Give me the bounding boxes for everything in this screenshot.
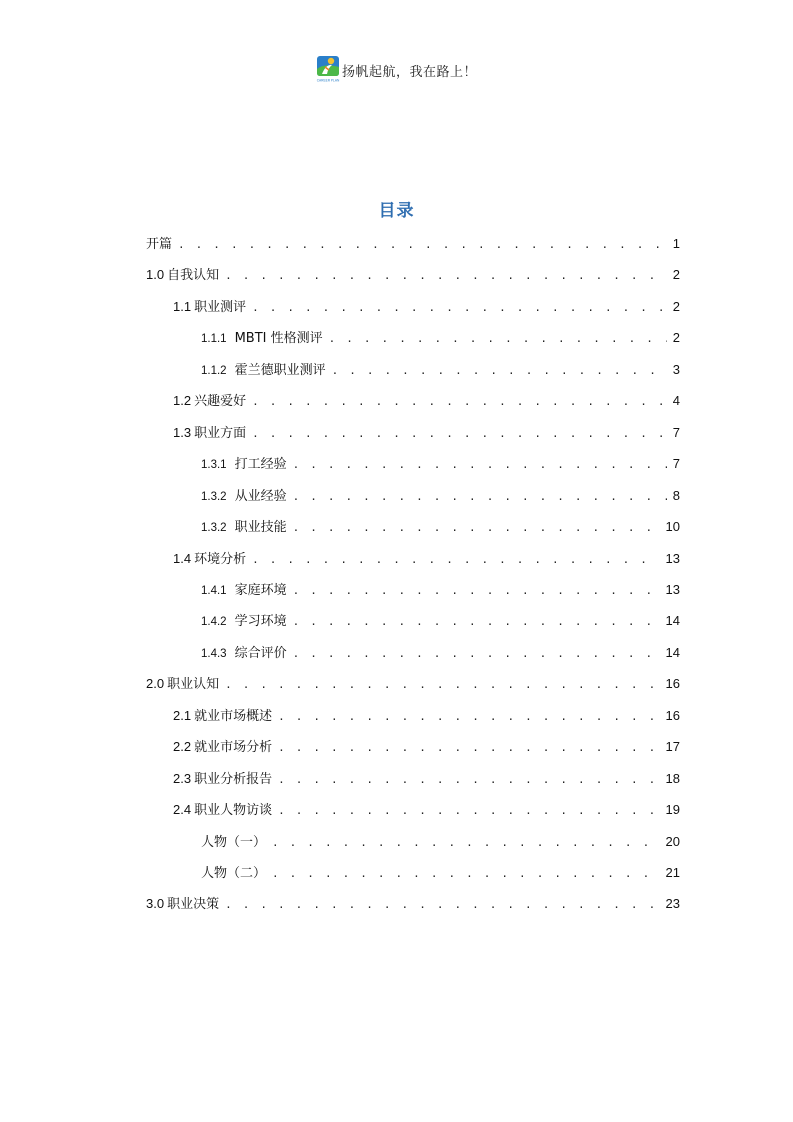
toc-entry-label: 人物（一） bbox=[201, 834, 267, 850]
toc-entry-number: 1.1 bbox=[173, 298, 192, 314]
toc-entry-page-number: 1 bbox=[672, 236, 680, 251]
toc-dot-leader bbox=[329, 328, 667, 350]
toc-dot-leader bbox=[252, 423, 667, 445]
toc-entry[interactable] bbox=[173, 422, 680, 444]
toc-entry-number: 1.3.2 bbox=[201, 522, 227, 535]
toc-entry-number: 1.4.1 bbox=[201, 584, 227, 597]
toc-entry[interactable] bbox=[201, 642, 680, 664]
toc-entry-page-number: 16 bbox=[665, 676, 680, 692]
toc-dot-leader bbox=[272, 863, 660, 885]
toc-entry-label: 自我认知 bbox=[167, 268, 220, 284]
toc-entry-number: 2.0 bbox=[146, 676, 165, 692]
toc-dot-leader bbox=[293, 486, 667, 508]
toc-entry[interactable] bbox=[201, 359, 680, 381]
toc-dot-leader bbox=[293, 517, 660, 539]
toc-entry[interactable] bbox=[173, 705, 680, 727]
toc-entry-page-number: 3 bbox=[672, 361, 680, 377]
toc-entry[interactable] bbox=[201, 831, 680, 853]
toc-entry-number: 1.4.2 bbox=[201, 616, 227, 629]
toc-entry-number: 2.3 bbox=[173, 770, 192, 786]
toc-dot-leader bbox=[178, 234, 667, 256]
toc-entry-page-number: 7 bbox=[672, 424, 680, 440]
toc-entry-page-number: 10 bbox=[665, 519, 680, 535]
toc-entry[interactable] bbox=[201, 485, 680, 507]
toc-title: 目录 bbox=[378, 201, 415, 221]
toc-entry-number: 1.2 bbox=[173, 393, 192, 409]
toc-dot-leader bbox=[278, 737, 659, 759]
toc-dot-leader bbox=[278, 800, 659, 822]
toc-entry[interactable] bbox=[146, 893, 680, 915]
toc-entry-label: 开篇 bbox=[146, 237, 173, 252]
toc-entry-label: 职业分析报告 bbox=[194, 771, 273, 787]
toc-entry-label: 综合评价 bbox=[234, 645, 287, 661]
toc-entry[interactable] bbox=[173, 799, 680, 821]
toc-entry[interactable] bbox=[173, 296, 680, 318]
toc-entry-label: 人物（二） bbox=[201, 866, 267, 881]
toc-entry-number: 2.4 bbox=[173, 802, 192, 818]
toc-dot-leader bbox=[272, 832, 660, 854]
toc-dot-leader bbox=[225, 265, 667, 287]
toc-entry[interactable] bbox=[173, 390, 680, 412]
toc-entry-label: 霍兰德职业测评 bbox=[234, 362, 326, 378]
toc-entry-page-number: 14 bbox=[665, 613, 680, 629]
toc-entry-page-number: 20 bbox=[665, 833, 680, 849]
toc-entry[interactable] bbox=[201, 327, 680, 349]
toc-entry[interactable] bbox=[201, 516, 680, 538]
toc-entry-label: 从业经验 bbox=[234, 488, 287, 504]
toc-entry-label: 职业技能 bbox=[234, 520, 287, 536]
toc-entry[interactable] bbox=[146, 673, 680, 695]
toc-entry-number: 2.1 bbox=[173, 707, 192, 723]
toc-dot-leader bbox=[252, 549, 659, 571]
career-plan-logo bbox=[316, 55, 340, 83]
toc-dot-leader bbox=[293, 643, 660, 665]
toc-dot-leader bbox=[293, 454, 667, 476]
toc-entry[interactable] bbox=[146, 264, 680, 286]
toc-entry-page-number: 7 bbox=[672, 456, 680, 472]
toc-dot-leader bbox=[278, 769, 659, 791]
toc-entry-label: 职业认知 bbox=[167, 677, 220, 693]
toc-entry[interactable] bbox=[201, 579, 680, 601]
toc-entry-number: 1.3 bbox=[173, 424, 192, 440]
svg-text:CAREER PLAN: CAREER PLAN bbox=[316, 78, 340, 83]
toc-entry-page-number: 18 bbox=[665, 770, 680, 786]
toc-entry-label: 就业市场分析 bbox=[194, 740, 273, 756]
toc-entry-page-number: 17 bbox=[665, 739, 680, 755]
toc-entry[interactable] bbox=[173, 548, 680, 570]
toc-dot-leader bbox=[332, 360, 667, 382]
toc-entry-label: 学习环境 bbox=[234, 614, 287, 630]
toc-dot-leader bbox=[278, 706, 659, 728]
toc-entry-page-number: 21 bbox=[665, 865, 680, 880]
toc-entry-label: 职业人物访谈 bbox=[194, 803, 273, 819]
toc-entry[interactable] bbox=[201, 610, 680, 632]
toc-entry[interactable] bbox=[201, 453, 680, 475]
toc-entry-label: 职业方面 bbox=[194, 425, 247, 441]
toc-entry-page-number: 23 bbox=[665, 896, 680, 912]
toc-entry-label: 职业测评 bbox=[194, 299, 247, 315]
toc-entry-page-number: 16 bbox=[665, 707, 680, 723]
toc-entry[interactable] bbox=[201, 862, 680, 884]
toc-entry-label: 兴趣爱好 bbox=[194, 394, 247, 410]
toc-entry-label: 打工经验 bbox=[234, 457, 287, 473]
toc-entry-page-number: 13 bbox=[665, 550, 680, 566]
toc-entry-page-number: 2 bbox=[672, 330, 680, 346]
toc-entry-page-number: 8 bbox=[672, 487, 680, 503]
toc-entry-page-number: 14 bbox=[665, 644, 680, 660]
toc-dot-leader bbox=[293, 611, 660, 633]
toc-entry[interactable] bbox=[173, 768, 680, 790]
toc-entry-page-number: 4 bbox=[672, 393, 680, 409]
header-slogan: 扬帆起航，我在路上！ bbox=[341, 64, 477, 80]
toc-entry[interactable] bbox=[146, 233, 680, 255]
toc-dot-leader bbox=[225, 674, 659, 696]
toc-dot-leader bbox=[252, 391, 667, 413]
toc-entry-number: 1.3.2 bbox=[201, 490, 227, 503]
toc-entry-number: 1.4 bbox=[173, 550, 192, 566]
toc-entry[interactable] bbox=[173, 736, 680, 758]
toc-entry-number: 3.0 bbox=[146, 896, 165, 912]
toc-entry-number: 1.1.1 bbox=[201, 333, 227, 346]
toc-entry-label: 环境分析 bbox=[194, 551, 247, 567]
toc-entry-number: 1.4.3 bbox=[201, 647, 227, 660]
toc-entry-number: 1.3.1 bbox=[201, 459, 227, 472]
toc-dot-leader bbox=[293, 580, 660, 602]
toc-entry-label: 家庭环境 bbox=[234, 582, 287, 598]
toc-dot-leader bbox=[252, 297, 667, 319]
toc-entry-number: 2.2 bbox=[173, 739, 192, 755]
toc-dot-leader bbox=[225, 894, 659, 916]
toc-entry-label: 职业决策 bbox=[167, 897, 220, 913]
toc-entry-number: 1.0 bbox=[146, 267, 165, 283]
toc-entry-label: 就业市场概述 bbox=[194, 708, 273, 724]
toc-entry-label: MBTI 性格测评 bbox=[234, 331, 323, 347]
toc-entry-number: 1.1.2 bbox=[201, 364, 227, 377]
toc-entry-page-number: 2 bbox=[672, 298, 680, 314]
toc-entry-page-number: 19 bbox=[665, 802, 680, 818]
toc-entry-page-number: 2 bbox=[672, 267, 680, 283]
toc-entry-page-number: 13 bbox=[665, 581, 680, 597]
page-header bbox=[0, 56, 793, 84]
